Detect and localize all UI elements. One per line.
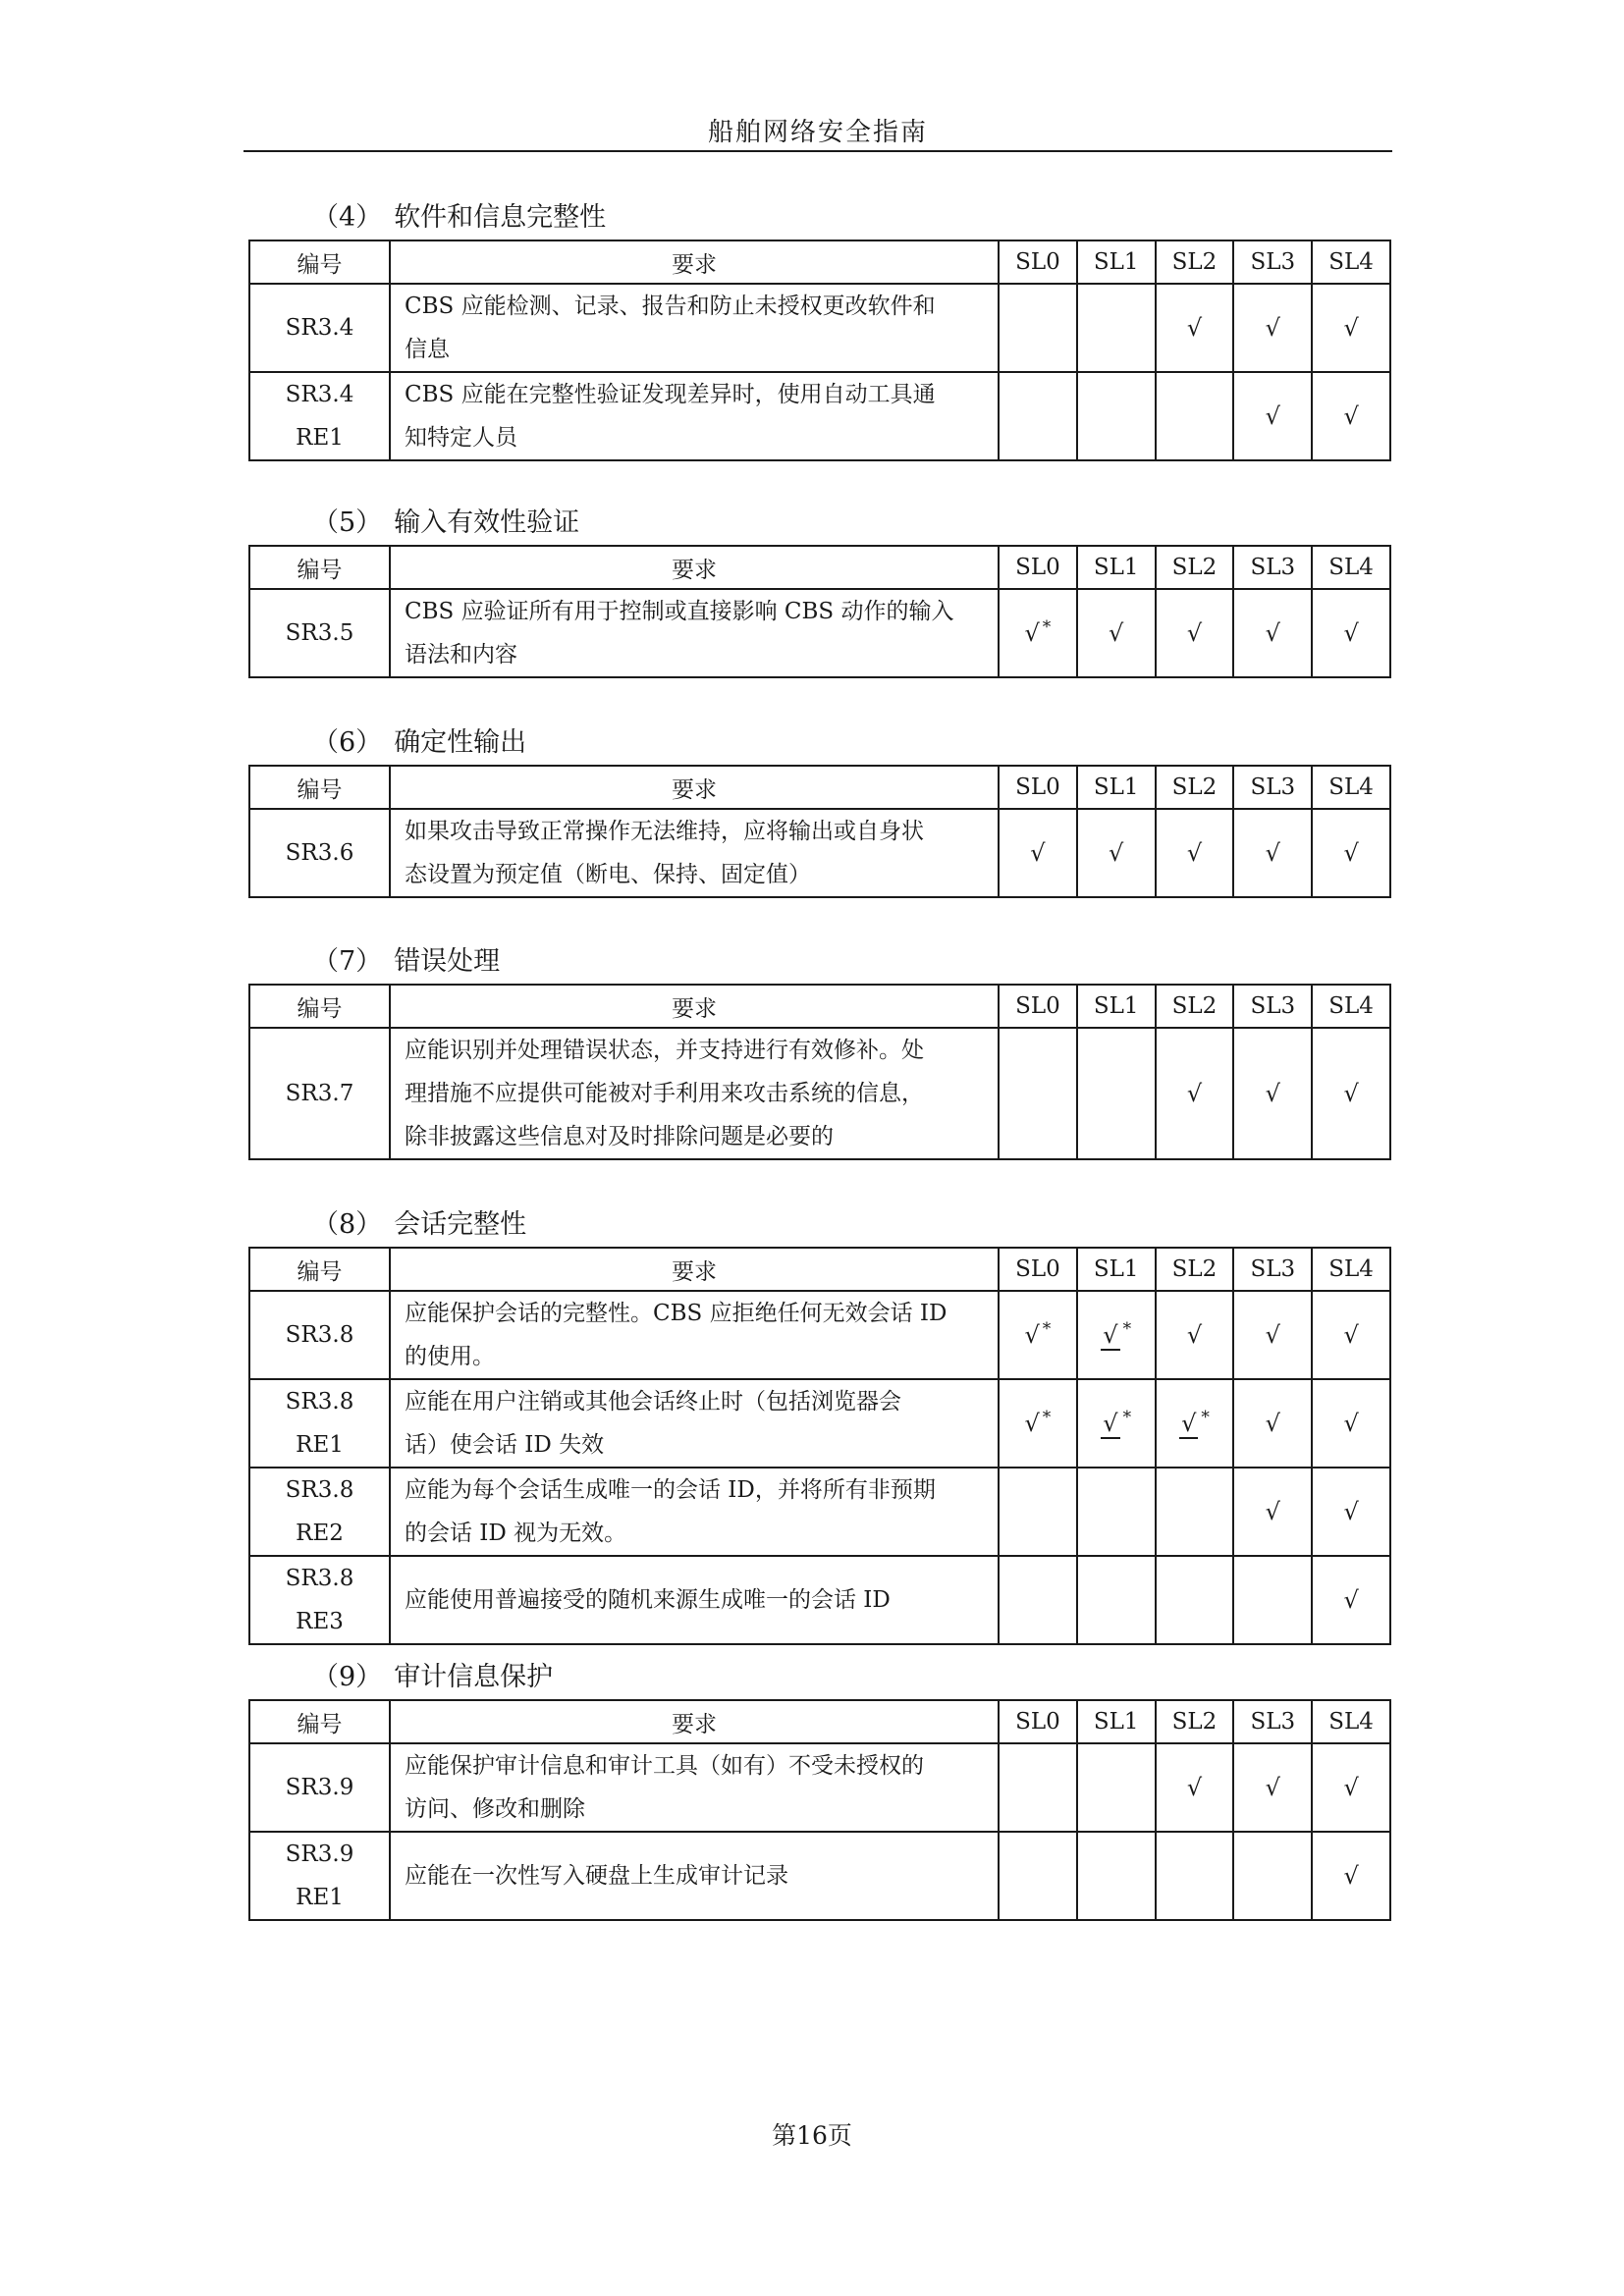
requirement-text [390, 1379, 999, 1468]
check-mark: √ [1265, 1774, 1280, 1801]
sl3-cell [1233, 1743, 1312, 1832]
sl1-cell [1077, 1291, 1156, 1379]
requirement-text [390, 1291, 999, 1379]
requirement-text-line: 话）使会话 ID 失效 [405, 1432, 605, 1458]
table-header-row [249, 1248, 1390, 1291]
section-title [248, 1656, 1389, 1699]
header-sl3: SL3 [1233, 766, 1312, 809]
sl2-cell [1156, 1832, 1234, 1920]
check-mark: √ [1109, 839, 1124, 867]
sl2-cell [1156, 809, 1234, 897]
header-id: 编号 [249, 1248, 390, 1291]
sl2-cell [1156, 1556, 1234, 1644]
header-sl1: SL1 [1077, 546, 1156, 589]
requirement-text-line: 信息 [405, 337, 450, 362]
check-mark: √ [1186, 619, 1203, 647]
requirement-text-line: 应能为每个会话生成唯一的会话 ID，并将所有非预期 [405, 1477, 936, 1503]
section-9 [248, 1656, 1389, 1921]
requirement-id-line: SR3.8 [285, 1322, 354, 1348]
header-sl0: SL0 [999, 240, 1077, 284]
header-sl4: SL4 [1312, 546, 1390, 589]
section-4 [248, 196, 1389, 461]
header-sl0: SL0 [999, 766, 1077, 809]
header-sl1: SL1 [1077, 766, 1156, 809]
table-header-row [249, 1700, 1390, 1743]
requirement-text-line: CBS 应能在完整性验证发现差异时，使用自动工具通 [405, 382, 936, 407]
requirement-id [249, 1832, 390, 1920]
header-sl3: SL3 [1233, 1700, 1312, 1743]
header-sl2: SL2 [1156, 985, 1234, 1028]
sl3-cell [1233, 1468, 1312, 1556]
table-header-row [249, 240, 1390, 284]
table-header-row [249, 766, 1390, 809]
requirement-text-line: 态设置为预定值（断电、保持、固定值） [405, 862, 811, 887]
check-mark: √ [1343, 1774, 1359, 1801]
check-mark: √ * [1103, 1319, 1132, 1349]
requirement-text-line: CBS 应验证所有用于控制或直接影响 CBS 动作的输入 [405, 599, 954, 624]
requirement-id-line: RE1 [296, 1885, 344, 1910]
requirements-table [248, 545, 1391, 678]
requirement-id-line: SR3.8 [285, 1389, 354, 1415]
requirement-id [249, 372, 390, 460]
table-row [249, 589, 1390, 677]
sl2-cell [1156, 1743, 1234, 1832]
requirement-text-line: 语法和内容 [405, 642, 517, 667]
sl0-cell [999, 1556, 1077, 1644]
header-id: 编号 [249, 985, 390, 1028]
sl3-cell [1233, 1291, 1312, 1379]
requirement-id [249, 284, 390, 372]
sl3-cell [1233, 809, 1312, 897]
requirement-id [249, 1028, 390, 1159]
sl2-cell [1156, 1468, 1234, 1556]
table-header-row [249, 985, 1390, 1028]
page-header: 船舶网络安全指南 [707, 118, 928, 147]
table-row [249, 1028, 1390, 1159]
header-sl0: SL0 [999, 985, 1077, 1028]
sl2-cell [1156, 284, 1234, 372]
requirement-id-line: SR3.9 [285, 1842, 354, 1867]
header-sl2: SL2 [1156, 546, 1234, 589]
table-row [249, 1743, 1390, 1832]
requirement-text [390, 1832, 999, 1920]
header-sl4: SL4 [1312, 240, 1390, 284]
sl1-cell [1077, 589, 1156, 677]
sl1-cell [1077, 1468, 1156, 1556]
requirement-id-line: SR3.8 [285, 1566, 354, 1591]
sl1-cell [1077, 284, 1156, 372]
requirement-id-line: RE2 [296, 1521, 344, 1546]
check-mark: √ [1343, 619, 1359, 647]
section-title [248, 1203, 1389, 1247]
check-mark: √ [1265, 1321, 1280, 1349]
requirement-text [390, 589, 999, 677]
requirement-text-line: 知特定人员 [405, 425, 517, 451]
section-6 [248, 721, 1389, 898]
requirement-text-line: 应能在一次性写入硬盘上生成审计记录 [405, 1863, 788, 1889]
check-mark: √ * [1024, 1319, 1052, 1349]
sl1-cell [1077, 1379, 1156, 1468]
requirements-table [248, 765, 1391, 898]
header-sl4: SL4 [1312, 1248, 1390, 1291]
header-id: 编号 [249, 546, 390, 589]
requirement-id-line: SR3.7 [285, 1081, 354, 1106]
sl4-cell [1312, 1028, 1390, 1159]
check-mark: √ [1343, 1321, 1359, 1349]
section-number: （9） [312, 1662, 383, 1692]
requirement-text-line: 除非披露这些信息对及时排除问题是必要的 [405, 1124, 834, 1149]
sl4-cell [1312, 372, 1390, 460]
sl1-cell [1077, 372, 1156, 460]
header-requirement: 要求 [390, 985, 999, 1028]
check-mark: √ [1265, 619, 1280, 647]
requirement-text-line: 访问、修改和删除 [405, 1796, 585, 1822]
requirement-id-line: RE1 [296, 425, 344, 451]
table-row [249, 1832, 1390, 1920]
sl2-cell [1156, 1028, 1234, 1159]
sl0-cell [999, 1028, 1077, 1159]
sl0-cell [999, 589, 1077, 677]
table-row [249, 284, 1390, 372]
requirements-table [248, 984, 1391, 1160]
requirement-id [249, 1556, 390, 1644]
sl2-cell [1156, 1291, 1234, 1379]
check-mark: √ * [1181, 1408, 1210, 1437]
check-mark: √ [1109, 619, 1124, 647]
section-title-text: 输入有效性验证 [394, 507, 580, 538]
requirement-id [249, 1743, 390, 1832]
check-mark: √ [1343, 1498, 1359, 1525]
header-id: 编号 [249, 240, 390, 284]
check-mark: √ * [1103, 1408, 1132, 1437]
section-title-text: 错误处理 [394, 946, 501, 977]
header-sl4: SL4 [1312, 1700, 1390, 1743]
requirements-table [248, 1247, 1391, 1645]
check-mark: √ [1030, 839, 1046, 867]
sl3-cell [1233, 589, 1312, 677]
requirement-id-line: SR3.4 [285, 382, 354, 407]
check-mark: √ [1265, 402, 1280, 430]
check-mark: √ [1265, 1498, 1280, 1525]
sl0-cell [999, 372, 1077, 460]
table-row [249, 1291, 1390, 1379]
requirement-text-line: 理措施不应提供可能被对手利用来攻击系统的信息， [405, 1081, 924, 1106]
sl3-cell [1233, 372, 1312, 460]
sl4-cell [1312, 1832, 1390, 1920]
header-requirement: 要求 [390, 546, 999, 589]
requirement-text-line: 应能识别并处理错误状态，并支持进行有效修补。处 [405, 1038, 924, 1063]
table-header-row [249, 546, 1390, 589]
sl0-cell [999, 284, 1077, 372]
requirement-id-line: SR3.4 [285, 315, 354, 341]
header-sl4: SL4 [1312, 766, 1390, 809]
requirement-text [390, 284, 999, 372]
sl2-cell [1156, 372, 1234, 460]
sl3-cell [1233, 284, 1312, 372]
sl2-cell [1156, 589, 1234, 677]
sl3-cell [1233, 1028, 1312, 1159]
check-mark: √ [1265, 314, 1280, 342]
sl4-cell [1312, 1379, 1390, 1468]
check-mark: √ [1343, 1862, 1359, 1890]
requirement-id-line: SR3.9 [285, 1775, 354, 1800]
sl3-cell [1233, 1379, 1312, 1468]
sl0-cell [999, 1291, 1077, 1379]
check-mark: √ [1186, 1321, 1203, 1349]
check-mark: √ [1265, 839, 1280, 867]
requirement-text-line: 的会话 ID 视为无效。 [405, 1521, 627, 1546]
requirement-id [249, 1468, 390, 1556]
sl4-cell [1312, 589, 1390, 677]
requirement-text [390, 1028, 999, 1159]
section-title [248, 502, 1389, 545]
sl3-cell [1233, 1832, 1312, 1920]
header-sl3: SL3 [1233, 1248, 1312, 1291]
header-requirement: 要求 [390, 1700, 999, 1743]
header-sl2: SL2 [1156, 766, 1234, 809]
requirement-text-line: 应能保护审计信息和审计工具（如有）不受未授权的 [405, 1753, 924, 1779]
sl4-cell [1312, 1291, 1390, 1379]
check-mark: √ [1265, 1410, 1280, 1437]
table-row [249, 1556, 1390, 1644]
section-number: （5） [312, 507, 383, 538]
header-sl3: SL3 [1233, 546, 1312, 589]
section-title-text: 会话完整性 [394, 1209, 527, 1240]
requirement-text-line: CBS 应能检测、记录、报告和防止未授权更改软件和 [405, 294, 936, 319]
header-sl2: SL2 [1156, 1700, 1234, 1743]
sl4-cell [1312, 1556, 1390, 1644]
check-mark: √ [1186, 314, 1203, 342]
requirement-text [390, 1468, 999, 1556]
table-row [249, 809, 1390, 897]
header-id: 编号 [249, 766, 390, 809]
check-mark: √ [1343, 402, 1359, 430]
requirement-text [390, 809, 999, 897]
sl4-cell [1312, 1743, 1390, 1832]
requirements-table [248, 1699, 1391, 1921]
sl1-cell [1077, 1556, 1156, 1644]
section-5 [248, 502, 1389, 678]
requirement-id [249, 809, 390, 897]
section-title [248, 940, 1389, 984]
header-sl4: SL4 [1312, 985, 1390, 1028]
check-mark: √ [1186, 839, 1203, 867]
header-sl1: SL1 [1077, 985, 1156, 1028]
section-title [248, 721, 1389, 765]
requirement-text [390, 1556, 999, 1644]
header-sl0: SL0 [999, 546, 1077, 589]
requirement-text-line: 应能在用户注销或其他会话终止时（包括浏览器会 [405, 1389, 901, 1415]
check-mark: √ [1186, 1774, 1203, 1801]
requirement-text-line: 如果攻击导致正常操作无法维持，应将输出或自身状 [405, 819, 924, 844]
section-title [248, 196, 1389, 240]
section-number: （4） [312, 202, 383, 233]
sl4-cell [1312, 809, 1390, 897]
sl1-cell [1077, 1028, 1156, 1159]
table-row [249, 1379, 1390, 1468]
section-title-text: 确定性输出 [394, 727, 527, 758]
requirement-id [249, 1291, 390, 1379]
sl4-cell [1312, 284, 1390, 372]
requirement-id [249, 1379, 390, 1468]
section-7 [248, 940, 1389, 1160]
requirement-text [390, 1743, 999, 1832]
check-mark: √ [1343, 1586, 1359, 1614]
header-sl3: SL3 [1233, 985, 1312, 1028]
header-requirement: 要求 [390, 766, 999, 809]
header-sl1: SL1 [1077, 1700, 1156, 1743]
section-number: （7） [312, 946, 383, 977]
requirement-id-line: RE1 [296, 1432, 344, 1458]
requirement-text-line: 的使用。 [405, 1344, 495, 1369]
sl0-cell [999, 809, 1077, 897]
check-mark: √ [1343, 839, 1359, 867]
sl0-cell [999, 1379, 1077, 1468]
check-mark: √ * [1024, 1408, 1052, 1437]
header-sl3: SL3 [1233, 240, 1312, 284]
check-mark: √ [1265, 1080, 1280, 1107]
check-mark: √ [1343, 1080, 1359, 1107]
requirement-id-line: SR3.8 [285, 1477, 354, 1503]
sl0-cell [999, 1743, 1077, 1832]
requirement-text [390, 372, 999, 460]
sl1-cell [1077, 1832, 1156, 1920]
check-mark: √ [1343, 314, 1359, 342]
header-requirement: 要求 [390, 1248, 999, 1291]
requirement-text-line: 应能保护会话的完整性。CBS 应拒绝任何无效会话 ID [405, 1301, 947, 1326]
table-row [249, 372, 1390, 460]
header-sl1: SL1 [1077, 240, 1156, 284]
page-number: 第16页 [772, 2121, 852, 2150]
sl1-cell [1077, 1743, 1156, 1832]
requirements-table [248, 240, 1391, 461]
header-requirement: 要求 [390, 240, 999, 284]
check-mark: √ [1186, 1080, 1203, 1107]
section-title-text: 审计信息保护 [394, 1662, 554, 1692]
check-mark: √ [1343, 1410, 1359, 1437]
section-title-text: 软件和信息完整性 [394, 202, 607, 233]
check-mark: √ * [1024, 617, 1052, 647]
sl3-cell [1233, 1556, 1312, 1644]
header-sl0: SL0 [999, 1700, 1077, 1743]
section-number: （6） [312, 727, 383, 758]
section-8 [248, 1203, 1389, 1645]
section-number: （8） [312, 1209, 383, 1240]
requirement-id-line: RE3 [296, 1609, 344, 1634]
sl2-cell [1156, 1379, 1234, 1468]
requirement-id-line: SR3.5 [285, 620, 354, 646]
header-sl1: SL1 [1077, 1248, 1156, 1291]
header-id: 编号 [249, 1700, 390, 1743]
header-sl2: SL2 [1156, 1248, 1234, 1291]
header-sl0: SL0 [999, 1248, 1077, 1291]
sl0-cell [999, 1468, 1077, 1556]
requirement-id [249, 589, 390, 677]
header-rule [244, 150, 1392, 152]
requirement-text-line: 应能使用普遍接受的随机来源生成唯一的会话 ID [405, 1587, 891, 1613]
header-sl2: SL2 [1156, 240, 1234, 284]
sl1-cell [1077, 809, 1156, 897]
sl0-cell [999, 1832, 1077, 1920]
table-row [249, 1468, 1390, 1556]
sl4-cell [1312, 1468, 1390, 1556]
requirement-id-line: SR3.6 [285, 840, 354, 866]
